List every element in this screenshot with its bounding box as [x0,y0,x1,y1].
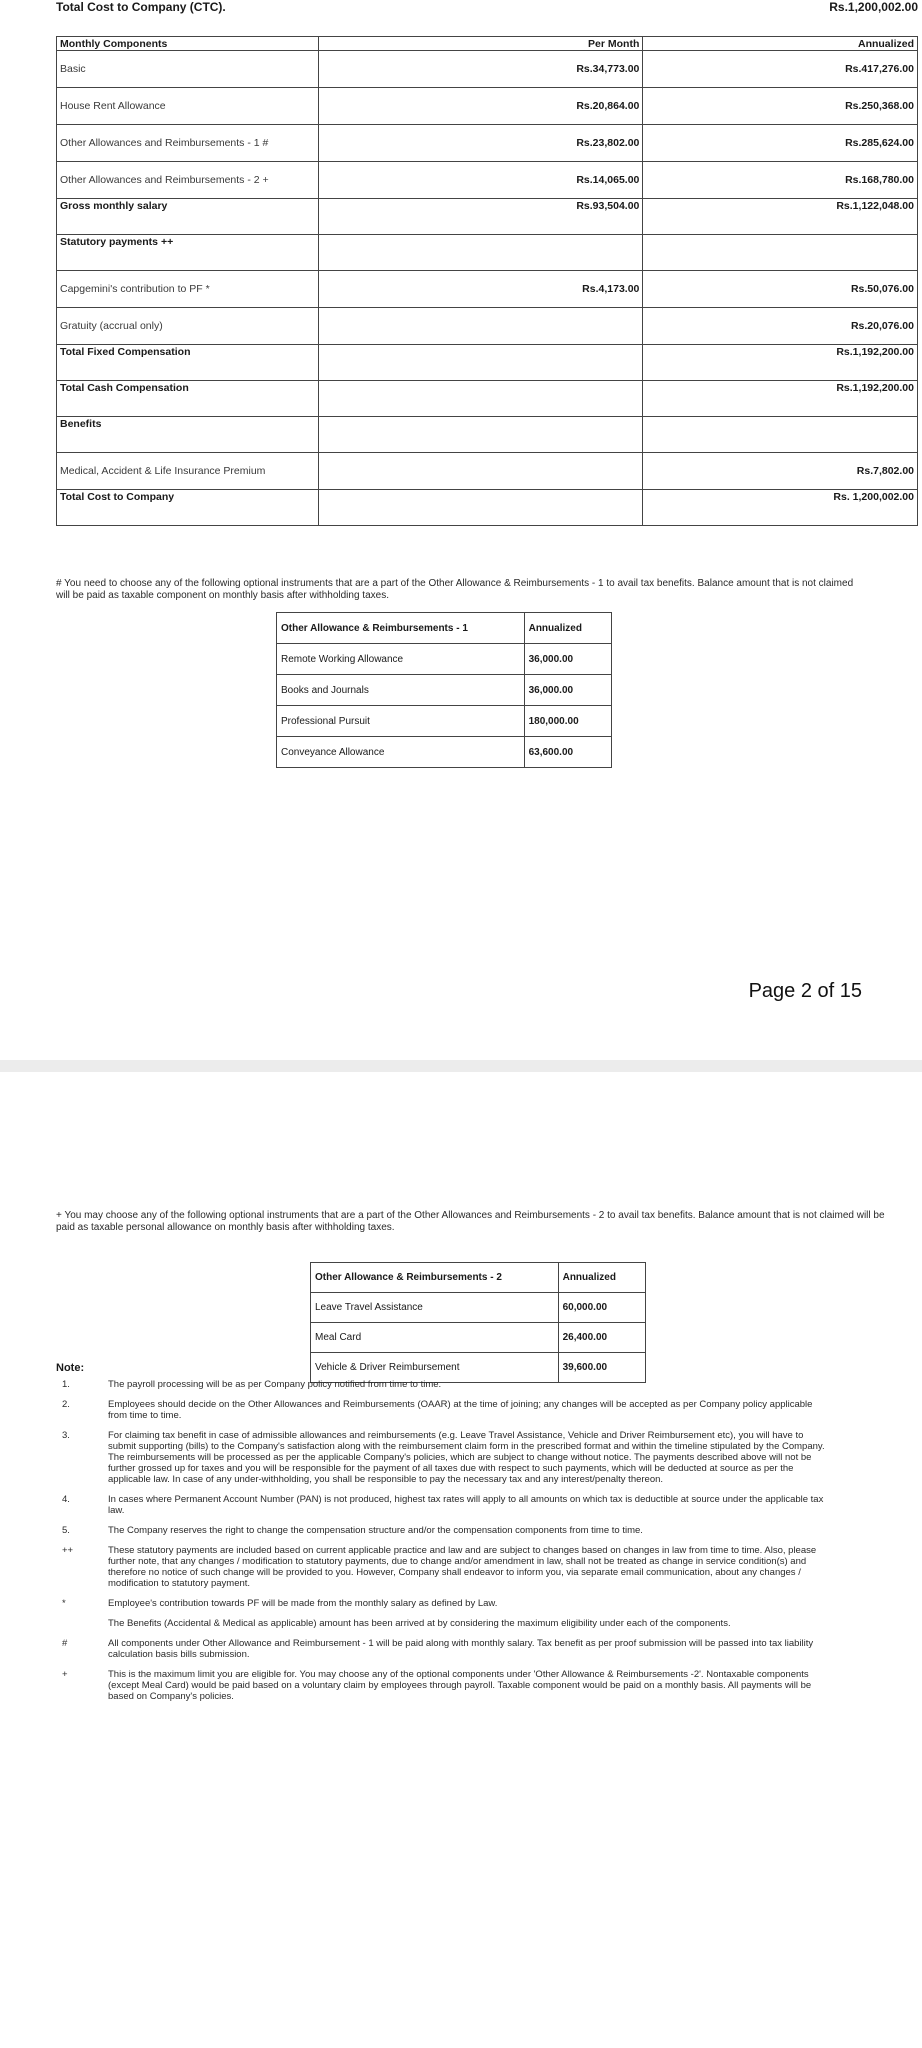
oar2-table [310,1262,646,1383]
per-month-value [318,235,643,271]
note-item [56,1545,826,1589]
table-row [57,490,918,526]
table-row [277,737,612,768]
row-label: Total Fixed Compensation [57,345,319,381]
table-row [277,675,612,706]
annualized-value: Rs.417,276.00 [643,51,918,88]
row-label: Other Allowances and Reimbursements - 2 + [57,162,319,199]
table-row [57,125,918,162]
row-label: Gratuity (accrual only) [57,308,319,345]
note-item [56,1598,826,1609]
annualized-value [643,417,918,453]
annualized-value: 26,400.00 [558,1323,645,1353]
annualized-value: Rs.20,076.00 [643,308,918,345]
column-header: Other Allowance & Reimbursements - 2 [311,1263,559,1293]
page-separator [0,1060,922,1072]
row-label: Remote Working Allowance [277,644,525,675]
table-row [57,51,918,88]
column-header: Annualized [524,613,611,644]
note-marker: # [62,1638,68,1649]
note-text: The Company reserves the right to change the compensation structure and/or the compensation components from time to time. [108,1525,643,1536]
annualized-value: 39,600.00 [558,1353,645,1383]
row-label: Basic [57,51,319,88]
annualized-value [643,235,918,271]
column-header: Other Allowance & Reimbursements - 1 [277,613,525,644]
row-label: Conveyance Allowance [277,737,525,768]
per-month-value: Rs.20,864.00 [318,88,643,125]
table-header-row [311,1263,646,1293]
table-row [57,345,918,381]
note-text: Employee's contribution towards PF will be made from the monthly salary as defined by Law. [108,1598,498,1609]
row-label: Professional Pursuit [277,706,525,737]
note-item [56,1399,826,1421]
note-item [56,1525,826,1536]
row-label: Other Allowances and Reimbursements - 1 # [57,125,319,162]
row-label: Benefits [57,417,319,453]
row-label: Gross monthly salary [57,199,319,235]
annualized-value: 60,000.00 [558,1293,645,1323]
note-marker: 3. [62,1430,70,1441]
compensation-table [56,36,918,526]
oar1-table [276,612,612,768]
table-row [57,235,918,271]
note-marker: * [62,1598,66,1609]
per-month-value [318,490,643,526]
per-month-value: Rs.93,504.00 [318,199,643,235]
per-month-value: Rs.34,773.00 [318,51,643,88]
note-marker: 2. [62,1399,70,1410]
annualized-value: Rs.50,076.00 [643,271,918,308]
note-text: All components under Other Allowance and Reimbursement - 1 will be paid along with monthly salary. Tax benefit as per proof submission will be passed into tax liability calculation basis bills submission. [108,1638,814,1660]
oar2-footnote: + You may choose any of the following optional instruments that are a part of the Other Allowances and Reimbursements - 2 to avail tax benefits. Balance amount that is not claimed will be paid as taxable personal allowance on monthly basis after withholding taxes. [56,1210,885,1233]
page-number: Page 2 of 15 [748,980,862,1002]
row-label: Leave Travel Assistance [311,1293,559,1323]
table-row [311,1353,646,1383]
note-marker: 4. [62,1494,70,1505]
note-item [56,1430,826,1485]
annualized-value: Rs.1,192,200.00 [643,345,918,381]
note-item [56,1494,826,1516]
per-month-value [318,308,643,345]
table-row [57,308,918,345]
per-month-value: Rs.4,173.00 [318,271,643,308]
row-label: Capgemini's contribution to PF * [57,271,319,308]
row-label: Books and Journals [277,675,525,706]
annualized-value: 63,600.00 [524,737,611,768]
per-month-value: Rs.23,802.00 [318,125,643,162]
annualized-value: 36,000.00 [524,675,611,706]
note-marker: ++ [62,1545,74,1556]
note-text: The Benefits (Accidental & Medical as applicable) amount has been arrived at by considering the maximum eligibility under each of the components. [108,1618,731,1629]
annualized-value: Rs. 1,200,002.00 [643,490,918,526]
note-text: Employees should decide on the Other Allowances and Reimbursements (OAAR) at the time of joining; any changes will be accepted as per Company policy applicable from time to time. [108,1399,813,1421]
annualized-value: Rs.285,624.00 [643,125,918,162]
column-header: Annualized [558,1263,645,1293]
note-item [56,1669,826,1702]
note-text: For claiming tax benefit in case of admissible allowances and reimbursements (e.g. Leave Travel Assistance, Vehicle and Driver Reimbursement etc), you will have to submit supporting (bills) to the Company's satisfaction along with the reimbursement claim form in the prescribed format and within the timeline stipulated by the Company. The reimbursements will be processed as per the applicable Company's policies, which are subject to change without notice. The payments described above will not be further grossed up for taxes and you will be responsible for the payment of all taxes due with respect to such payments, which will be deducted at source as per the applicable law. In case of any under-withholding, you shall be responsible to pay the necessary tax and any interest/penalty thereon. [108,1430,825,1485]
table-row [57,453,918,490]
table-row [57,381,918,417]
per-month-value [318,453,643,490]
table-header-row [277,613,612,644]
table-row [311,1293,646,1323]
row-label: Meal Card [311,1323,559,1353]
per-month-value [318,417,643,453]
table-row [57,162,918,199]
note-text: In cases where Permanent Account Number (PAN) is not produced, highest tax rates will apply to all amounts on which tax is deductible at source under the applicable tax law. [108,1494,824,1516]
note-marker: + [62,1669,68,1680]
note-text: This is the maximum limit you are eligible for. You may choose any of the optional components under 'Other Allowance & Reimbursements -2'. Nontaxable components (except Meal Card) would be paid based on a voluntary claim by employees through payroll. Taxable component would be paid on a monthly basis. All payments will be based on Company's policies. [108,1669,812,1702]
row-label: House Rent Allowance [57,88,319,125]
table-row [57,199,918,235]
notes-heading: Note: [56,1362,85,1374]
annualized-value: Rs.1,122,048.00 [643,199,918,235]
table-row [311,1323,646,1353]
row-label: Total Cash Compensation [57,381,319,417]
notes-list [56,1379,826,1711]
column-header: Per Month [318,37,643,51]
oar1-footnote: # You need to choose any of the following optional instruments that are a part of the Other Allowance & Reimbursements - 1 to avail tax benefits. Balance amount that is not claimed will be paid as taxable component on monthly basis after withholding taxes. [56,578,854,601]
ctc-total-value: Rs.1,200,002.00 [829,0,918,14]
note-marker: 5. [62,1525,70,1536]
ctc-heading: Total Cost to Company (CTC). [56,0,226,14]
column-header: Annualized [643,37,918,51]
note-marker: 1. [62,1379,70,1390]
per-month-value: Rs.14,065.00 [318,162,643,199]
note-text: The payroll processing will be as per Company policy notified from time to time. [108,1379,442,1390]
table-row [57,88,918,125]
document-page-3 [0,1072,922,2048]
row-label: Medical, Accident & Life Insurance Premium [57,453,319,490]
note-text: These statutory payments are included based on current applicable practice and law and are subject to changes based on changes in law from time to time. Also, please further note, that any changes / modification to statutory payments, due to change and/or amendment in law, shall not be treated as change in service condition(s) and therefore no notice of such change will be provided to you. However, Company shall endeavor to inform you, via separate email communication, about any changes / modification to statutory payment. [108,1545,817,1589]
note-item [56,1379,826,1390]
row-label: Total Cost to Company [57,490,319,526]
annualized-value: 36,000.00 [524,644,611,675]
column-header: Monthly Components [57,37,319,51]
annualized-value: Rs.250,368.00 [643,88,918,125]
row-label: Statutory payments ++ [57,235,319,271]
row-label: Vehicle & Driver Reimbursement [311,1353,559,1383]
annualized-value: 180,000.00 [524,706,611,737]
table-row [57,417,918,453]
note-item [56,1638,826,1660]
annualized-value: Rs.1,192,200.00 [643,381,918,417]
annualized-value: Rs.7,802.00 [643,453,918,490]
note-item [56,1618,826,1629]
annualized-value: Rs.168,780.00 [643,162,918,199]
table-header-row [57,37,918,51]
per-month-value [318,381,643,417]
table-row [57,271,918,308]
table-row [277,706,612,737]
per-month-value [318,345,643,381]
table-row [277,644,612,675]
